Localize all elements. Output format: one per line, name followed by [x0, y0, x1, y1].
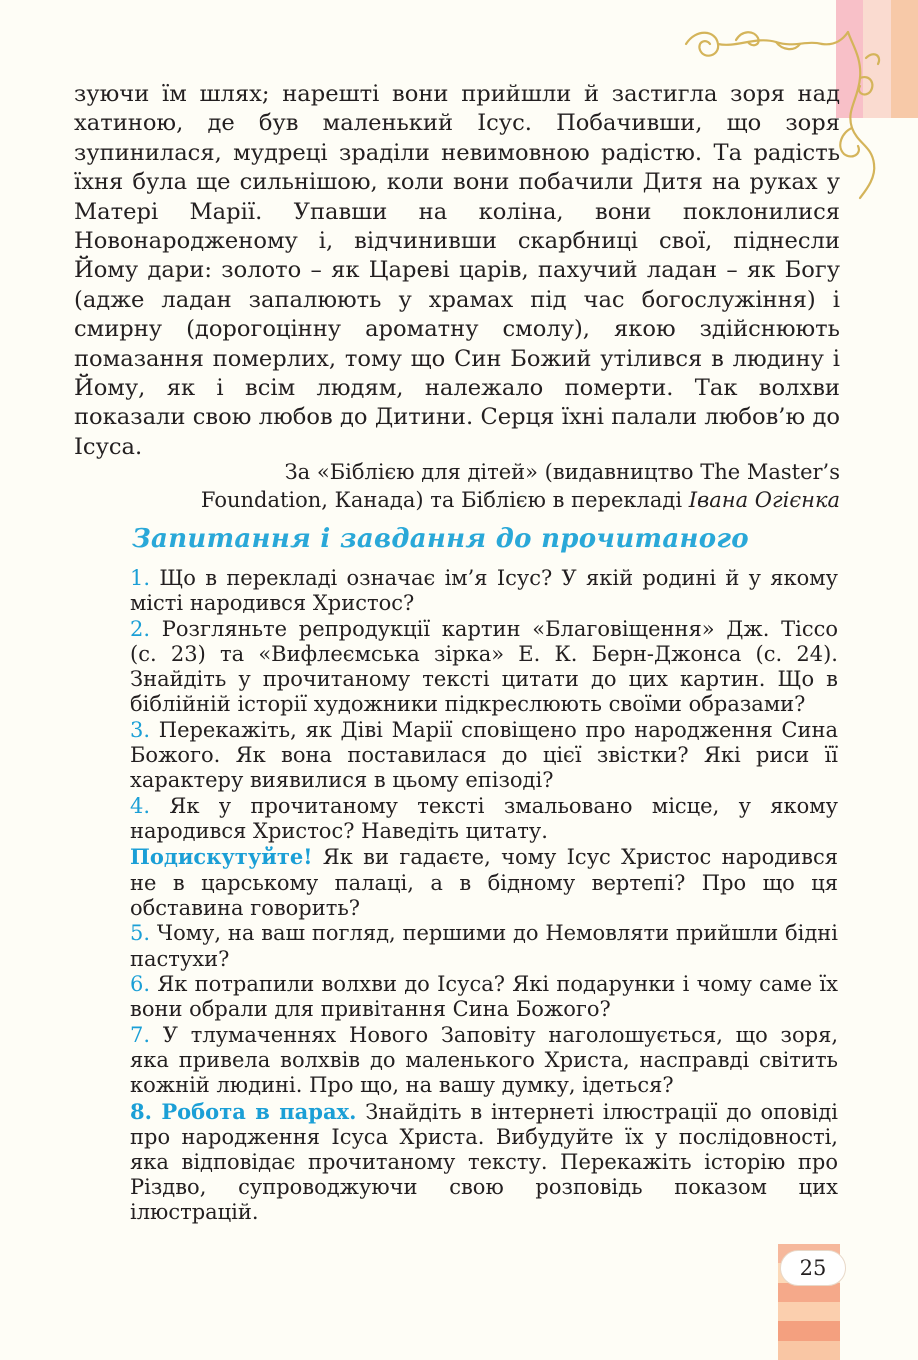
- question-item: [130, 844, 838, 921]
- question-text: Перекажіть, як Діві Марії сповіщено про народження Сина Божого. Як вона поставилася до цієї звістки? Які риси її характеру виявилися в цьому епізоді?: [130, 717, 838, 793]
- question-item: [130, 1099, 838, 1226]
- question-label: Робота в парах.: [151, 1098, 357, 1124]
- question-item: [130, 921, 838, 971]
- question-number: 6.: [130, 972, 151, 997]
- question-number: 8.: [130, 1098, 152, 1124]
- question-number: 5.: [130, 921, 151, 946]
- question-text: Що в перекладі означає ім’я Ісус? У якій родині й у якому місті народився Христос?: [130, 566, 838, 616]
- question-number: 2.: [130, 616, 151, 641]
- question-text: Як потрапили волхви до Ісуса? Які подарунки і чому саме їх вони обрали для привітання Сина Божого?: [130, 972, 838, 1022]
- page-number: 25: [780, 1250, 846, 1286]
- page-strip-band: [778, 1341, 840, 1360]
- question-number: 1.: [130, 566, 151, 590]
- question-item: [130, 718, 838, 794]
- question-item: [130, 566, 838, 616]
- question-text: Знайдіть в інтернеті ілюстрації до оповіді про народження Ісуса Христа. Вибудуйте їх у послідовності, яка відповідає прочитаному тексту. Перекажіть історію про Різдво, супроводжуючи свою розповідь показом цих ілюстрацій.: [130, 1099, 838, 1225]
- page-strip-band: [778, 1321, 840, 1340]
- question-item: [130, 1023, 838, 1099]
- question-text: Як у прочитаному тексті змальовано місце, у якому народився Христос? Наведіть цитату.: [130, 793, 838, 843]
- source-line-1: За «Біблією для дітей» (видавництво The Master’s: [284, 460, 840, 484]
- question-text: Розгляньте репродукції картин «Благовіщення» Дж. Тіссо (с. 23) та «Вифлеємська зірка» Е. К. Берн-Джонса (с. 24). Знайдіть у прочитаному тексті цитати до цих картин. Що в біблійній історії художники підкреслюють своїми образами?: [130, 616, 838, 717]
- question-item: [130, 972, 838, 1022]
- question-text: Чому, на ваш погляд, першими до Немовляти прийшли бідні пастухи?: [130, 921, 838, 971]
- question-item: [130, 617, 838, 718]
- main-text: зуючи їм шлях; нарешті вони прийшли й застигла зоря над хатиною, де був маленький Ісус. Побачивши, що зоря зупинилася, мудреці зраділи невимовною радістю. Та радість їхня була ще сильнішою, коли вони побачили Дитя на руках у Матері Марії. Упавши на коліна, вони поклонилися Новонародженому і, відчинивши скарбниці свої, піднесли Йому дари: золото – як Цареві царів, пахучий ладан – як Богу (адже ладан запалюють у храмах під час богослужіння) і смирну (дорогоцінну ароматну смолу), якою здійснюють помазання померлих, тому що Син Божий утілився в людину і Йому, як і всім людям, належало померти. Так волхви показали свою любов до Дитини. Серця їхні палали любов’ю до Ісуса.: [74, 81, 840, 460]
- source-author: Івана Огієнка: [688, 488, 840, 512]
- source-citation: [160, 458, 840, 514]
- question-number: 4.: [130, 793, 151, 818]
- question-text: У тлумаченнях Нового Заповіту наголошується, що зоря, яка привела волхвів до маленького Христа, насправді світить кожній людині. Про що, на вашу думку, ідеться?: [130, 1022, 838, 1098]
- question-text: Як ви гадаєте, чому Ісус Христос народився не в царському палаці, а в бідному вертепі? Про що ця обставина говорить?: [130, 845, 838, 920]
- question-label: Подискутуйте!: [130, 844, 313, 870]
- source-line-2: Foundation, Канада) та Біблією в перекладі: [200, 488, 689, 512]
- questions-list: [130, 566, 838, 1226]
- question-item: [130, 794, 838, 844]
- question-number: 7.: [130, 1022, 151, 1047]
- question-number: 3.: [130, 717, 151, 742]
- section-title: Запитання і завдання до прочитаного: [132, 524, 749, 554]
- page-strip-band: [778, 1302, 840, 1321]
